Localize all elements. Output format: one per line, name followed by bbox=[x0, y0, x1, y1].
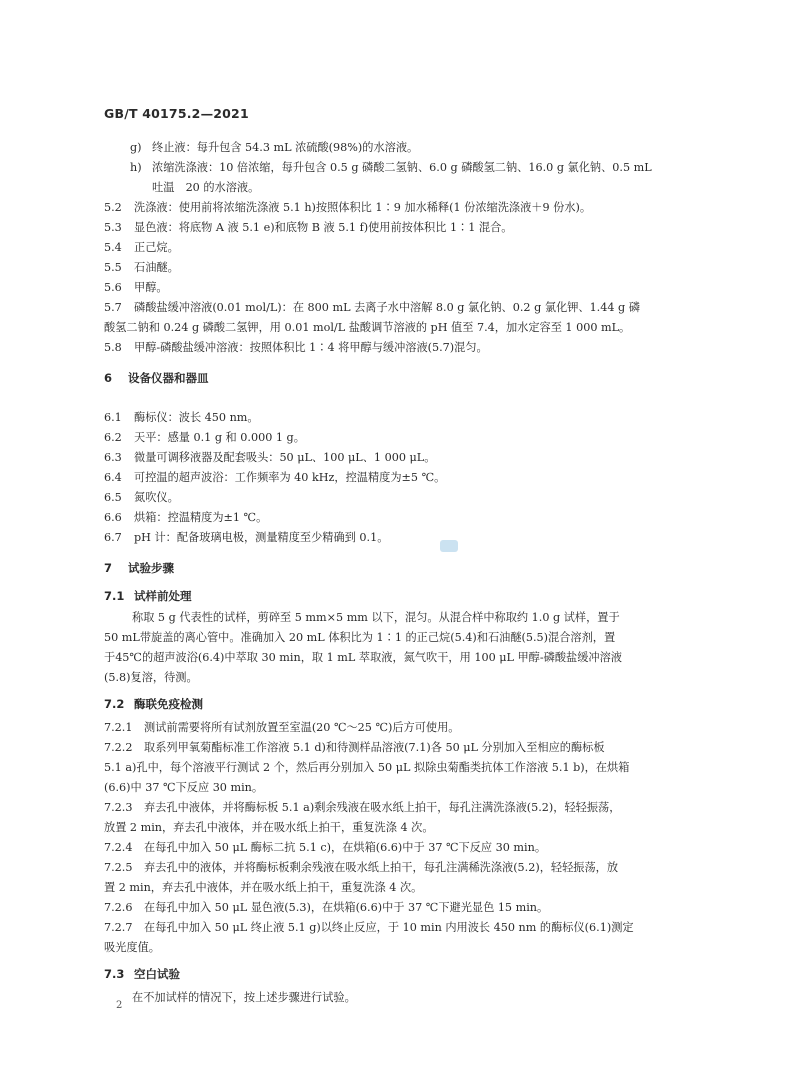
text-line bbox=[0, 718, 800, 738]
section-number: 6 bbox=[104, 371, 113, 385]
clause-text: 在每孔中加入 50 μL 终止液 5.1 g)以终止反应，于 10 min 内用波长 450 nm 的酶标仪(6.1)测定 bbox=[144, 921, 634, 934]
clause-number: 6.7 bbox=[104, 531, 122, 544]
section-title: 酶联免疫检测 bbox=[134, 697, 203, 711]
clause-number: 6.1 bbox=[104, 411, 122, 424]
text-line bbox=[0, 608, 800, 628]
page-number: 2 bbox=[116, 1000, 123, 1011]
text-line bbox=[0, 428, 800, 448]
continuation-text: 置 2 min，弃去孔中液体，并在吸水纸上拍干，重复洗涤 4 次。 bbox=[104, 881, 423, 894]
text-line bbox=[0, 938, 800, 958]
clause-number: 5.6 bbox=[104, 281, 122, 294]
text-line bbox=[0, 878, 800, 898]
clause-number: 6.2 bbox=[104, 431, 122, 444]
text-line bbox=[0, 798, 800, 818]
clause-number: 5.4 bbox=[104, 241, 122, 254]
text-line bbox=[0, 468, 800, 488]
clause-number: 5.3 bbox=[104, 221, 122, 234]
paragraph-text: 称取 5 g 代表性的试样，剪碎至 5 mm×5 mm 以下，混匀。从混合样中称取约 1.0 g 试样，置于 bbox=[132, 611, 620, 624]
clause-number: 6.4 bbox=[104, 471, 122, 484]
continuation-text: 吸光度值。 bbox=[104, 941, 160, 954]
text-line bbox=[0, 298, 800, 318]
clause-text: 测试前需要将所有试剂放置至室温(20 ℃～25 ℃)后方可使用。 bbox=[144, 721, 460, 734]
text-line bbox=[0, 738, 800, 758]
text-line bbox=[0, 528, 800, 548]
clause-number: 7.2.2 bbox=[104, 741, 133, 754]
clause-text: 磷酸盐缓冲溶液(0.01 mol/L)：在 800 mL 去离子水中溶解 8.0 g 氯化钠、0.2 g 氯化钾、1.44 g 磷 bbox=[134, 301, 640, 314]
clause-text: 可控温的超声波浴：工作频率为 40 kHz，控温精度为±5 ℃。 bbox=[134, 471, 446, 484]
text-line bbox=[0, 198, 800, 218]
clause-text: 酶标仪：波长 450 nm。 bbox=[134, 411, 259, 424]
clause-text: 石油醚。 bbox=[134, 261, 179, 274]
section-heading bbox=[104, 368, 209, 388]
section-title: 空白试验 bbox=[134, 967, 180, 981]
text-line bbox=[0, 488, 800, 508]
section-title: 试验步骤 bbox=[128, 561, 174, 575]
text-line bbox=[0, 818, 800, 838]
section-number: 7.1 bbox=[104, 589, 125, 603]
text-line bbox=[0, 758, 800, 778]
list-item-text: 浓缩洗涤液：10 倍浓缩，每升包含 0.5 g 磷酸二氢钠、6.0 g 磷酸氢二钠、16.0 g 氯化钠、0.5 mL bbox=[152, 161, 652, 174]
clause-number: 5.8 bbox=[104, 341, 122, 354]
clause-text: 甲醇-磷酸盐缓冲溶液：按照体积比 1∶4 将甲醇与缓冲溶液(5.7)混匀。 bbox=[134, 341, 488, 354]
text-line bbox=[0, 668, 800, 688]
text-line bbox=[0, 278, 800, 298]
continuation-text: 于45℃的超声波浴(6.4)中萃取 30 min，取 1 mL 萃取液，氮气吹干，用 100 μL 甲醇-磷酸盐缓冲溶液 bbox=[104, 651, 622, 664]
clause-text: 正己烷。 bbox=[134, 241, 179, 254]
continuation-text: 吐温 20 的水溶液。 bbox=[152, 181, 260, 194]
text-line bbox=[0, 648, 800, 668]
text-line bbox=[0, 338, 800, 358]
text-line bbox=[0, 218, 800, 238]
section-heading bbox=[104, 586, 192, 606]
section-title: 设备仪器和器皿 bbox=[128, 371, 209, 385]
clause-text: 氮吹仪。 bbox=[134, 491, 179, 504]
section-number: 7.2 bbox=[104, 697, 125, 711]
text-line bbox=[0, 158, 800, 178]
text-line bbox=[0, 778, 800, 798]
text-line bbox=[0, 898, 800, 918]
clause-number: 6.6 bbox=[104, 511, 122, 524]
section-heading bbox=[104, 964, 180, 984]
clause-number: 5.5 bbox=[104, 261, 122, 274]
section-number: 7.3 bbox=[104, 967, 125, 981]
clause-number: 7.2.5 bbox=[104, 861, 133, 874]
clause-text: 在每孔中加入 50 μL 显色液(5.3)，在烘箱(6.6)中于 37 ℃下避光显色 15 min。 bbox=[144, 901, 549, 914]
text-line bbox=[0, 138, 800, 158]
section-heading bbox=[104, 694, 203, 714]
clause-text: 烘箱：控温精度为±1 ℃。 bbox=[134, 511, 268, 524]
text-line bbox=[0, 918, 800, 938]
text-line bbox=[0, 508, 800, 528]
continuation-text: 放置 2 min，弃去孔中液体，并在吸水纸上拍干，重复洗涤 4 次。 bbox=[104, 821, 434, 834]
clause-number: 5.7 bbox=[104, 301, 122, 314]
watermark-icon bbox=[440, 540, 458, 552]
list-marker: g) bbox=[130, 141, 142, 154]
list-item-text: 终止液：每升包含 54.3 mL 浓硫酸(98%)的水溶液。 bbox=[152, 141, 419, 154]
clause-number: 6.3 bbox=[104, 451, 122, 464]
section-number: 7 bbox=[104, 561, 113, 575]
clause-text: 弃去孔中液体，并将酶标板 5.1 a)剩余残液在吸水纸上拍干，每孔注满洗涤液(5.2)，轻轻振荡， bbox=[144, 801, 621, 814]
continuation-text: (6.6)中 37 ℃下反应 30 min。 bbox=[104, 781, 264, 794]
clause-number: 5.2 bbox=[104, 201, 122, 214]
text-line bbox=[0, 178, 800, 198]
clause-text: pH 计：配备玻璃电极，测量精度至少精确到 0.1。 bbox=[134, 531, 389, 544]
text-line bbox=[0, 238, 800, 258]
clause-text: 显色液：将底物 A 液 5.1 e)和底物 B 液 5.1 f)使用前按体积比 1∶1 混合。 bbox=[134, 221, 513, 234]
paragraph-text: 在不加试样的情况下，按上述步骤进行试验。 bbox=[132, 991, 356, 1004]
text-line bbox=[0, 838, 800, 858]
text-line bbox=[0, 408, 800, 428]
clause-number: 7.2.1 bbox=[104, 721, 133, 734]
continuation-text: (5.8)复溶，待测。 bbox=[104, 671, 198, 684]
clause-text: 甲醇。 bbox=[134, 281, 168, 294]
list-marker: h) bbox=[130, 161, 142, 174]
text-line bbox=[0, 258, 800, 278]
clause-number: 7.2.3 bbox=[104, 801, 133, 814]
clause-text: 天平：感量 0.1 g 和 0.000 1 g。 bbox=[134, 431, 305, 444]
continuation-text: 50 mL带旋盖的离心管中。准确加入 20 mL 体积比为 1∶1 的正己烷(5.4)和石油醚(5.5)混合溶剂，置 bbox=[104, 631, 616, 644]
clause-number: 7.2.7 bbox=[104, 921, 133, 934]
clause-number: 7.2.6 bbox=[104, 901, 133, 914]
text-line bbox=[0, 858, 800, 878]
section-title: 试样前处理 bbox=[134, 589, 192, 603]
clause-text: 取系列甲氧菊酯标准工作溶液 5.1 d)和待测样品溶液(7.1)各 50 μL 分别加入至相应的酶标板 bbox=[144, 741, 605, 754]
clause-text: 在每孔中加入 50 μL 酶标二抗 5.1 c)，在烘箱(6.6)中于 37 ℃下反应 30 min。 bbox=[144, 841, 547, 854]
continuation-text: 酸氢二钠和 0.24 g 磷酸二氢钾，用 0.01 mol/L 盐酸调节溶液的 pH 值至 7.4，加水定容至 1 000 mL。 bbox=[104, 321, 631, 334]
section-heading bbox=[104, 558, 174, 578]
clause-number: 6.5 bbox=[104, 491, 122, 504]
continuation-text: 5.1 a)孔中，每个溶液平行测试 2 个，然后再分别加入 50 μL 拟除虫菊酯类抗体工作溶液 5.1 b)，在烘箱 bbox=[104, 761, 630, 774]
text-line bbox=[0, 448, 800, 468]
text-line bbox=[0, 318, 800, 338]
clause-text: 弃去孔中的液体，并将酶标板剩余残液在吸水纸上拍干，每孔注满稀洗涤液(5.2)，轻轻振荡，放 bbox=[144, 861, 619, 874]
clause-number: 7.2.4 bbox=[104, 841, 133, 854]
clause-text: 微量可调移液器及配套吸头：50 μL、100 μL、1 000 μL。 bbox=[134, 451, 436, 464]
clause-text: 洗涤液：使用前将浓缩洗涤液 5.1 h)按照体积比 1∶9 加水稀释(1 份浓缩洗涤液＋9 份水)。 bbox=[134, 201, 592, 214]
text-line bbox=[0, 628, 800, 648]
document-header: GB/T 40175.2—2021 bbox=[104, 106, 249, 121]
